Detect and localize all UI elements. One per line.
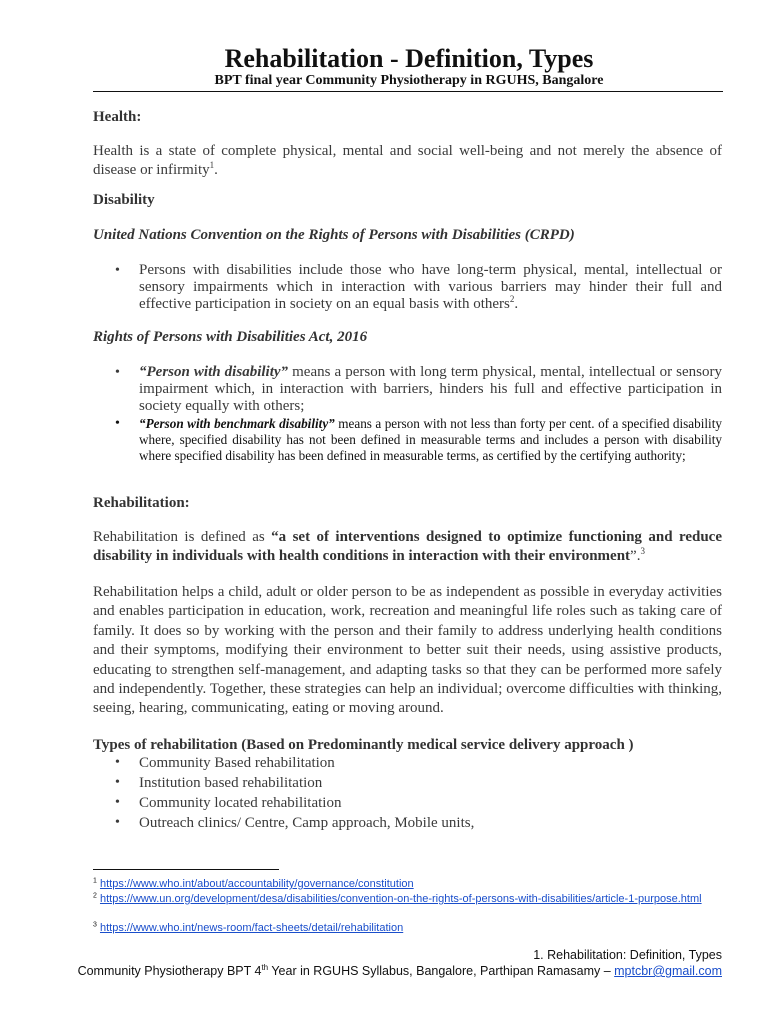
list-item: • Institution based rehabilitation	[93, 773, 722, 793]
crpd-bullet-end: .	[514, 296, 519, 312]
footnote-1	[93, 877, 723, 892]
health-heading: Health:	[93, 109, 142, 125]
health-paragraph	[93, 142, 722, 180]
rpwd-term-2: “Person with benchmark disability”	[139, 416, 335, 431]
rpwd-text-1: means a person with long term physical, mental, intellectual or sensory impairment which, in interaction with barriers, hinders his full and effective participation in society equally with others;	[139, 364, 722, 414]
footer-author: Year in RGUHS Syllabus, Bangalore, Parthipan Ramasamy –	[268, 964, 615, 978]
types-list	[93, 753, 722, 833]
list-item	[93, 364, 722, 415]
list-item: • Community Based rehabilitation	[93, 753, 722, 773]
footer-course: Community Physiotherapy BPT 4	[77, 964, 262, 978]
list-item: • Community located rehabilitation	[93, 793, 722, 813]
footer-credit	[22, 964, 722, 978]
page-subtitle: BPT final year Community Physiotherapy in RGUHS, Bangalore	[214, 73, 604, 88]
health-text: Health is a state of complete physical, mental and social well-being and not merely the absence of disease or infirmity	[93, 143, 722, 178]
list-item: • Outreach clinics/ Centre, Camp approach, Mobile units,	[93, 813, 722, 833]
health-end: .	[214, 162, 218, 178]
rehab-def-suffix: ”.	[630, 548, 641, 564]
footnote-2	[93, 892, 723, 907]
rehab-paragraph: Rehabilitation helps a child, adult or older person to be as independent as possible in everyday activities and enables participation in education, work, recreation and meaningful life roles such as taking care of family. It does so by working with the person and their family to address underlying health conditions and their symptoms, modifying their environment to better suit their needs, using assistive products, educating to strengthen self-management, and adapting tasks so that they can be performed more safely and independently. Together, these strategies can help an individual; overcome difficulties with thinking, seeing, hearing, communicating, eating or moving around.	[93, 584, 722, 717]
footnote-ref-1: 1	[209, 160, 215, 170]
crpd-list	[93, 262, 722, 313]
rehab-definition	[93, 528, 722, 566]
footnote-link-3[interactable]: https://www.who.int/news-room/fact-sheets/detail/rehabilitation	[99, 922, 404, 934]
rehab-def-bold: “a set of interventions designed to optimize functioning and reduce disability in individuals with health conditions in interaction with their environment	[93, 529, 722, 564]
rehab-def-prefix: Rehabilitation is defined as	[93, 529, 272, 545]
crpd-bullet-text: Persons with disabilities include those who have long-term physical, mental, intellectual or sensory impairments which in interaction with various barriers may hinder their full and effective participation in society on an equal basis with others	[139, 262, 722, 312]
footnote-ref-3: 3	[640, 546, 645, 556]
page-title: Rehabilitation - Definition, Types	[224, 44, 594, 73]
footnote-rule	[93, 869, 279, 870]
list-item	[93, 262, 722, 313]
footer-chapter: 1. Rehabilitation: Definition, Types	[533, 948, 722, 962]
rpwd-term-1: “Person with disability”	[139, 364, 289, 380]
footnote-ref-2: 2	[509, 294, 515, 304]
footnote-number: 1	[93, 877, 97, 885]
rehabilitation-heading: Rehabilitation:	[93, 495, 190, 511]
types-heading: Types of rehabilitation (Based on Predominantly medical service delivery approach )	[93, 737, 634, 753]
footer-sup: th	[261, 962, 269, 972]
footnote-number: 2	[93, 892, 97, 900]
rpwd-text-2: means a person with not less than forty per cent. of a specified disability where, specified disability has not been defined in measurable terms and includes a person with disability where specified disability has been defined in measurable terms, as certified by the certifying authority;	[139, 416, 722, 463]
rpwd-list	[93, 364, 722, 464]
title-rule	[93, 91, 723, 92]
footer-email-link[interactable]: mptcbr@gmail.com	[614, 964, 722, 978]
footnote-link-1[interactable]: https://www.who.int/about/accountability/governance/constitution	[99, 878, 414, 890]
disability-heading: Disability	[93, 192, 155, 208]
footnote-link-2[interactable]: https://www.un.org/development/desa/disabilities/convention-on-the-rights-of-persons-with-disabilities/article-1-purpose.html	[99, 893, 702, 905]
list-item	[93, 416, 722, 464]
footnote-number: 3	[93, 921, 97, 929]
rpwd-heading: Rights of Persons with Disabilities Act, 2016	[93, 329, 368, 345]
crpd-heading: United Nations Convention on the Rights of Persons with Disabilities (CRPD)	[93, 227, 575, 243]
footnote-3	[93, 921, 723, 936]
